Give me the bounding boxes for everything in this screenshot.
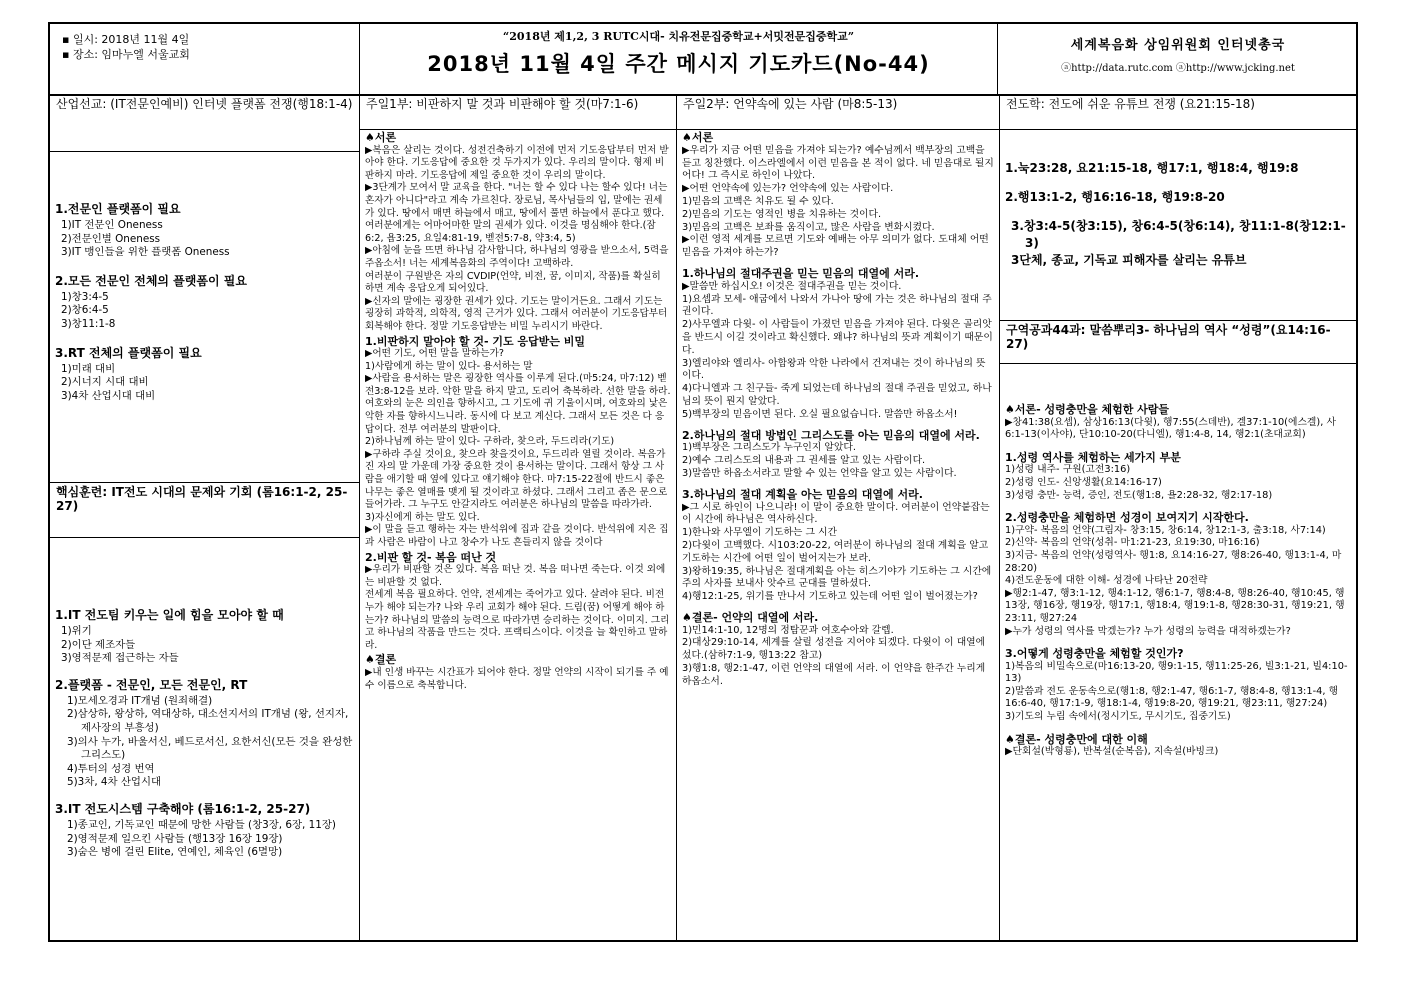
paragraph: 5)백부장의 믿음이면 된다. 오실 필요없습니다. 말씀만 하옵소서! (682, 408, 958, 420)
paragraph: 2)신약- 복음의 언약(성취- 마1:21-23, 요19:30, 마16:16) (1005, 537, 1260, 549)
service-place: ▪ 장소: 임마누엘 서울교회 (62, 48, 190, 61)
section-title: 2.하나님의 절대 방법인 그리스도를 아는 믿음의 대열에 서라. (682, 428, 980, 442)
section-title: 1.IT 전도팀 키우는 일에 힘을 모아야 할 때 (55, 608, 284, 622)
paragraph: 1)백부장은 그리스도가 누구인지 알았다. (682, 442, 856, 454)
paragraph: 1)한나와 사무엘이 기도하는 그 시간 (682, 527, 838, 539)
list-item: 1)미래 대비 (61, 362, 116, 375)
list-item: 3)숨은 병에 걸린 Elite, 연예인, 체육인 (6멸망) (67, 846, 283, 859)
column-heading: 주일1부: 비판하지 말 것과 비판해야 할 것(마7:1-6) (360, 94, 676, 130)
paragraph: 3)믿음의 고백은 보좌를 움직이고, 많은 사람을 변화시켰다. (682, 221, 935, 233)
paragraph: ▶구하라 주실 것이요, 찾으라 찾을것이요, 두드리라 열릴 것이라. 복음가진 자의 말 가운데 가장 중요한 것이 용서하는 말이다. 그래서 항상 그 사람을 애기할 때 옆에 있다고 얘기해야 한다. 마7:15-22절에 반드시 좋은 나무는 좋은 열매를 맺게 될 것이라고 하셨다. 그래서 그리고 좁은 문으로 들어가라. 그 누구도 안갈지라도 여러분은 하나님의 말씀을 따라가라. (365, 448, 668, 511)
paragraph: 1)구약- 복음의 언약(그림자- 창3:15, 창6:14, 창12:1-3, 출3:18, 사7:14) (1005, 524, 1326, 536)
paragraph: 2)하나님께 하는 말이 있다- 구하라, 찾으라, 두드리라(기도) (365, 436, 615, 448)
list-item: 3)IT 맹인들을 위한 플랫폼 Oneness (61, 246, 230, 259)
paragraph: 3)자신에게 하는 말도 있다. (365, 511, 480, 523)
paragraph: 1)민14:1-10, 12명의 정탐꾼과 여호수아와 갈렙. (682, 624, 894, 636)
header-org (998, 24, 1358, 94)
section-label: ♠서론 (682, 131, 714, 144)
reference-line: 3단체, 종교, 기독교 피해자를 살리는 유튜브 (1011, 253, 1247, 267)
paragraph: 2)믿음의 기도는 영적인 병을 치유하는 것이다. (682, 208, 882, 220)
paragraph: ▶우리가 지금 어떤 믿음을 가져야 되는가? 예수님께서 백부장의 고백을 듣고 칭찬했다. 이스라엘에서 이런 믿음을 본 적이 없다. 네 믿음대로 될지어다! 그 즉시로 하인이 나았다. (682, 144, 994, 182)
paragraph: 전세계 복음 필요하다. 언약, 전세계는 죽어가고 있다. 살려야 된다. 비전 누가 해야 되는가? 나와 우리 교회가 해야 된다. 드림(꿈) 어떻게 해야 하는가? 하나님의 말씀의 능력으로 따라가면 승리하는 것이다. 이미지. 그리고 하나님의 작품을 만드는 것다. 프랙티스이다. 이것을 늘 확인하고 말하라. (365, 589, 670, 651)
list (55, 363, 354, 404)
column-heading: 전도학: 전도에 쉬운 유튜브 전쟁 (요21:15-18) (1000, 94, 1356, 130)
section-title: ♠결론- 언약의 대열에 서라. (682, 610, 819, 624)
org-urls: ⓐhttp://data.rutc.com ⓐhttp://www.jcking.net (1061, 63, 1295, 74)
list-item: 2)전문인별 Oneness (61, 232, 161, 245)
paragraph: ▶행2:1-47, 행3:1-12, 행4:1-12, 행6:1-7, 행8:4-8, 행8:26-40, 행10:45, 행13장, 행16장, 행19장, 행17:1, 행18:4, 행19:1-8, 행28:30-31, 행19:21, 행23:11, 행27:24 (1005, 587, 1345, 624)
section-label: ♠서론 (365, 131, 397, 144)
reference-line: 1.눅23:28, 요21:15-18, 행17:1, 행18:4, 행19:8 (1005, 161, 1299, 175)
paragraph: 3)지금- 복음의 언약(성령역사- 행1:8, 요14:16-27, 행8:26-40, 행13:1-4, 마28:20) (1005, 549, 1342, 574)
paragraph: 3)성령 충만- 능력, 증인, 전도(행1:8, 욜2:28-32, 행2:17-18) (1005, 489, 1273, 501)
list (55, 695, 354, 790)
paragraph: 2)말씀과 전도 운동속으로(행1:8, 행2:1-47, 행6:1-7, 행8:4-8, 행13:1-4, 행16:6-40, 행17:1-9, 행18:1-4, 행19:8-20, 행19:21, 행23:11, 행27:24) (1005, 685, 1339, 710)
paragraph: 3)엘리야와 엘리사- 아합왕과 악한 나라에서 건져내는 것이 하나님의 뜻이다. (682, 357, 986, 382)
paragraph: ▶이 말을 듣고 행하는 자는 반석위에 집과 같을 것이다. 반석위에 지은 집과 사람은 바람이 나고 창수가 나도 흔들리지 않을 것이다 (365, 524, 669, 548)
paragraph: 2)대상29:10-14, 세계를 살릴 성전을 지어야 되겠다. 다윗이 이 대열에 섰다.(삼하7:1-9, 행13:22 참고) (682, 637, 986, 662)
section-title: 1.전문인 플랫폼이 필요 (55, 202, 181, 216)
paragraph: 1)사람에게 하는 말이 있다- 용서하는 말 (365, 360, 533, 372)
paragraph: 3)말씀만 하옵소서라고 말할 수 있는 언약을 알고 있는 사람이다. (682, 467, 957, 479)
section-title: 1.성령 역사를 체험하는 세가지 부분 (1005, 450, 1181, 464)
list-item: 3)창11:1-8 (61, 317, 116, 330)
paragraph: ▶신자의 말에는 굉장한 권세가 있다. 기도는 말이거든요. 그래서 기도는 굉장히 과학적, 의학적, 영적 근거가 있다. 그래서 여러분이 기도응답부터 회복해야 한다. 정말 기도응답받는 비밀 누리시기 바란다. (365, 295, 668, 332)
list-item: 1)IT 전문인 Oneness (61, 219, 163, 231)
paragraph: 4)다니엘과 그 친구들- 죽게 되었는데 하나님의 절대 주권을 믿었고, 하나님의 뜻이 뭔지 알았다. (682, 383, 992, 407)
paragraph: ▶사람을 용서하는 말은 굉장한 역사를 이루게 된다.(마5:24, 마7:12) 벧전3:8-12을 보라. 악한 말을 하지 말고, 도리어 축복하라. 선한 말을 하라. 여호와의 눈은 의인을 향하시고, 그 기도에 귀 기울이시며, 여호와의 낯은 악한 자를 향하시느니라. 동시에 다 보고 계신다. 그래서 모든 것은 다 응답이다. 전부 여러분의 발판이다. (365, 373, 671, 435)
column-evangelism (1000, 94, 1356, 940)
paragraph: 여러분이 구원받은 자의 CVDIP(언약, 비전, 꿈, 이미지, 작품)를 확실히 하면 계속 응답오게 되어있다. (365, 270, 661, 295)
paragraph: 3)행1:8, 행2:1-47, 이런 언약의 대열에 서라. 이 언약을 한주간 누리게 하옵소서. (682, 663, 986, 687)
paragraph: ▶그 시로 하인이 나으니라! 이 말이 중요한 말이다. 여러분이 언약붙잡는 이 시간에 하나님은 역사하신다. (682, 501, 990, 526)
core-training-heading: 핵심훈련: IT전도 시대의 문제와 기회 (롬16:1-2, 25-27) (50, 482, 359, 538)
list (55, 219, 354, 260)
paragraph: ▶내 인생 바꾸는 시간표가 되어야 한다. 정말 언약의 시작이 되기를 주 예수 이름으로 축복합니다. (365, 666, 669, 691)
list-item: 2)삼상하, 왕상하, 역대상하, 대소선지서의 IT개념 (왕, 선지자, 제사장의 부흥성) (67, 708, 349, 734)
paragraph: ▶어떤 언약속에 있는가? 언약속에 있는 사람이다. (682, 183, 894, 195)
list-item: 1)모세오경과 IT개념 (원죄해결) (67, 694, 213, 707)
lesson-heading: 구역공과44과: 말씀뿌리3- 하나님의 역사 “성령”(요14:16-27) (1000, 320, 1356, 364)
header-info (50, 24, 360, 94)
section-title: 3.RT 전체의 플랫폼이 필요 (55, 345, 202, 360)
reference-line: 2.행13:1-2, 행16:16-18, 행19:8-20 (1005, 190, 1225, 204)
reference-line: 3.창3:4-5(창3:15), 창6:4-5(창6:14), 창11:1-8(창12:1-3) (1011, 219, 1346, 250)
list-item: 2)이단 제조자들 (61, 638, 136, 651)
section-label: ♠결론 (365, 653, 397, 667)
column-sermon-2 (677, 94, 1000, 940)
list (55, 625, 354, 666)
paragraph: 3)왕하19:35, 하나님은 절대계획을 아는 히스기야가 기도하는 그 시간에 주의 사자를 보내사 앗수르 군대를 멸하셨다. (682, 565, 992, 590)
paragraph: 2)사무엘과 다윗- 이 사람들이 가졌던 믿음을 가져야 된다. 다윗은 골리앗을 반드시 이길 것이라고 확신했다. 왜냐? 하나님의 뜻과 계획이기 때문이다. (682, 319, 993, 356)
column-heading: 주일2부: 언약속에 있는 사람 (마8:5-13) (677, 94, 999, 130)
header-subtitle: “2018년 제1,2, 3 RUTC시대- 치유전문집중학교+서밋전문집중학교” (502, 30, 855, 43)
section-title: 3.어떻게 성령충만을 체험할 것인가? (1005, 647, 1184, 661)
list-item: 2)시너지 시대 대비 (61, 376, 149, 389)
paragraph: 1)요셉과 모세- 애굽에서 나와서 가나아 땅에 가는 것은 하나님의 절대 주권이다. (682, 293, 992, 318)
paragraph: ▶3단계가 모여서 말 교육을 한다. "너는 할 수 있다 나는 할수 있다! 너는 혼자가 아니다"라고 계속 가르친다. 장로님, 목사님들의 입, 말에는 권세가 있다. 땅에서 매면 하늘에서 매고, 땅에서 풀면 하늘에서 푼다고 했다. 여러분에게는 어마어마한 말의 권세가 있다. 이것을 명심해야 한다.(잠6:2, 욥3:25, 요일4:81-19, 벧전5:7-8, 약3:4, 5) (365, 182, 668, 244)
section-title: 1.비판하지 말아야 할 것- 기도 응답받는 비밀 (365, 334, 586, 348)
section-title: 2.성령충만을 체험하면 성경이 보여지기 시작한다. (1005, 511, 1249, 525)
paragraph: 4)행12:1-25, 위기를 만나서 기도하고 있는데 어떤 일이 벌어졌는가? (682, 591, 978, 603)
header (50, 24, 1356, 96)
paragraph: ▶누가 성령의 역사를 막겠는가? 누가 성령의 능력을 대적하겠는가? (1005, 625, 1291, 637)
paragraph: 2)다윗이 고백했다. 시103:20-22, 여러분이 하나님의 절대 계획을 알고 기도하는 시간에 어떤 일이 벌어지는가 보라. (682, 539, 989, 564)
section-title: ♠서론- 성령충만을 체험한 사람들 (1005, 403, 1170, 416)
paragraph: 1)성령 내주- 구원(고전3:16) (1005, 464, 1131, 476)
section-title: 2.비판 할 것- 복음 떠난 것 (365, 550, 497, 564)
paragraph: ▶창41:38(요셉), 삼상16:13(다윗), 행7:55(스데반), 겔37:1-10(에스겔), 사6:1-13(이사야), 단10:10-20(다니엘), 행1:4-8, 14, 행2:1(초대교회) (1005, 416, 1336, 441)
paragraph: ▶어떤 기도, 어떤 말을 말하는가? (365, 348, 504, 360)
section-title: 2.플랫폼 - 전문인, 모든 전문인, RT (55, 677, 248, 692)
header-title-block (360, 24, 998, 94)
paragraph: 3)기도의 누림 속에서(정시기도, 무시기도, 집중기도) (1005, 711, 1231, 723)
column-industry-mission (50, 94, 360, 940)
list-item: 2)창6:4-5 (61, 304, 109, 317)
section-title: ♠결론- 성령충만에 대한 이해 (1005, 732, 1148, 746)
paragraph: ▶말씀만 하십시오! 이것은 절대주권을 믿는 것이다. (682, 280, 902, 292)
paragraph: 1)복음의 비밀속으로(마16:13-20, 행9:1-15, 행11:25-26, 빌3:1-21, 빌4:10-13) (1005, 660, 1348, 685)
list-item: 1)종교인, 기독교인 때문에 망한 사람들 (창3장, 6장, 11장) (67, 818, 336, 831)
paragraph: 2)예수 그리스도의 내용과 그 권세를 알고 있는 사람이다. (682, 455, 926, 467)
list-item: 1)위기 (61, 625, 92, 637)
list-item: 5)3차, 4차 산업시대 (67, 776, 162, 789)
paragraph: ▶아침에 눈을 뜨면 하나님 감사합니다, 하나님의 영광을 받으소서, 5력을 주옵소서! 너는 세계복음화의 주역이다! 고백하라. (365, 245, 669, 269)
list-item: 3)의사 누가, 바울서신, 베드로서신, 요한서신(모든 것을 완성한 그리스도) (67, 735, 353, 762)
service-date: ▪ 일시: 2018년 11월 4일 (62, 33, 190, 46)
page-title: 2018년 11월 4일 주간 메시지 기도카드(No-44) (427, 52, 930, 76)
paragraph: ▶우리가 비판할 것은 있다. 복음 떠난 것. 복음 떠나면 죽는다. 이것 외에는 비판할 것 없다. (365, 564, 666, 588)
section-title: 3.IT 전도시스템 구축해야 (롬16:1-2, 25-27) (55, 801, 311, 816)
paragraph: 1)믿음의 고백은 치유도 될 수 있다. (682, 195, 834, 207)
list-item: 1)창3:4-5 (61, 290, 109, 303)
paragraph: 4)전도운동에 대한 이해- 성경에 나타난 20전략 (1005, 575, 1208, 587)
list-item: 2)영적문제 일으킨 사람들 (행13장 16장 19장) (67, 832, 283, 845)
section-title: 2.모든 전문인 전체의 플랫폼이 필요 (55, 273, 247, 288)
org-name: 세계복음화 상임위원회 인터넷총국 (1070, 38, 1286, 53)
column-heading: 산업선교: (IT전문인예비) 인터넷 플랫폼 전쟁(행18:1-4) (50, 94, 359, 152)
list-item: 4)투터의 성경 번역 (67, 762, 155, 775)
section-title: 3.하나님의 절대 계획을 아는 믿음의 대열에 서라. (682, 487, 923, 501)
paragraph: 2)성령 인도- 신앙생활(요14:16-17) (1005, 476, 1162, 488)
list (55, 291, 354, 332)
column-sermon-1 (360, 94, 677, 940)
list-item: 3)영적문제 접근하는 자들 (61, 652, 179, 665)
paragraph: ▶단회설(박형룡), 반복설(순복음), 지속설(바빙크) (1005, 746, 1219, 758)
paragraph: ▶이런 영적 세계를 모르면 기도와 예배는 아무 의미가 없다. 도대체 어떤 믿음을 가져야 하는가? (682, 234, 989, 259)
list-item: 3)4차 산업시대 대비 (61, 389, 156, 402)
paragraph: ▶복음은 살리는 것이다. 성전건축하기 이전에 먼저 기도응답부터 먼저 받아야 한다. 기도응답에 중요한 것 두가지가 있다. 우리의 말이다. 형제 비판하지 마라. 기도응답에 제일 중요한 것이 우리의 말이다. (365, 144, 669, 181)
list (55, 819, 354, 860)
section-title: 1.하나님의 절대주권을 믿는 믿음의 대열에 서라. (682, 266, 920, 280)
prayer-card (48, 22, 1358, 942)
